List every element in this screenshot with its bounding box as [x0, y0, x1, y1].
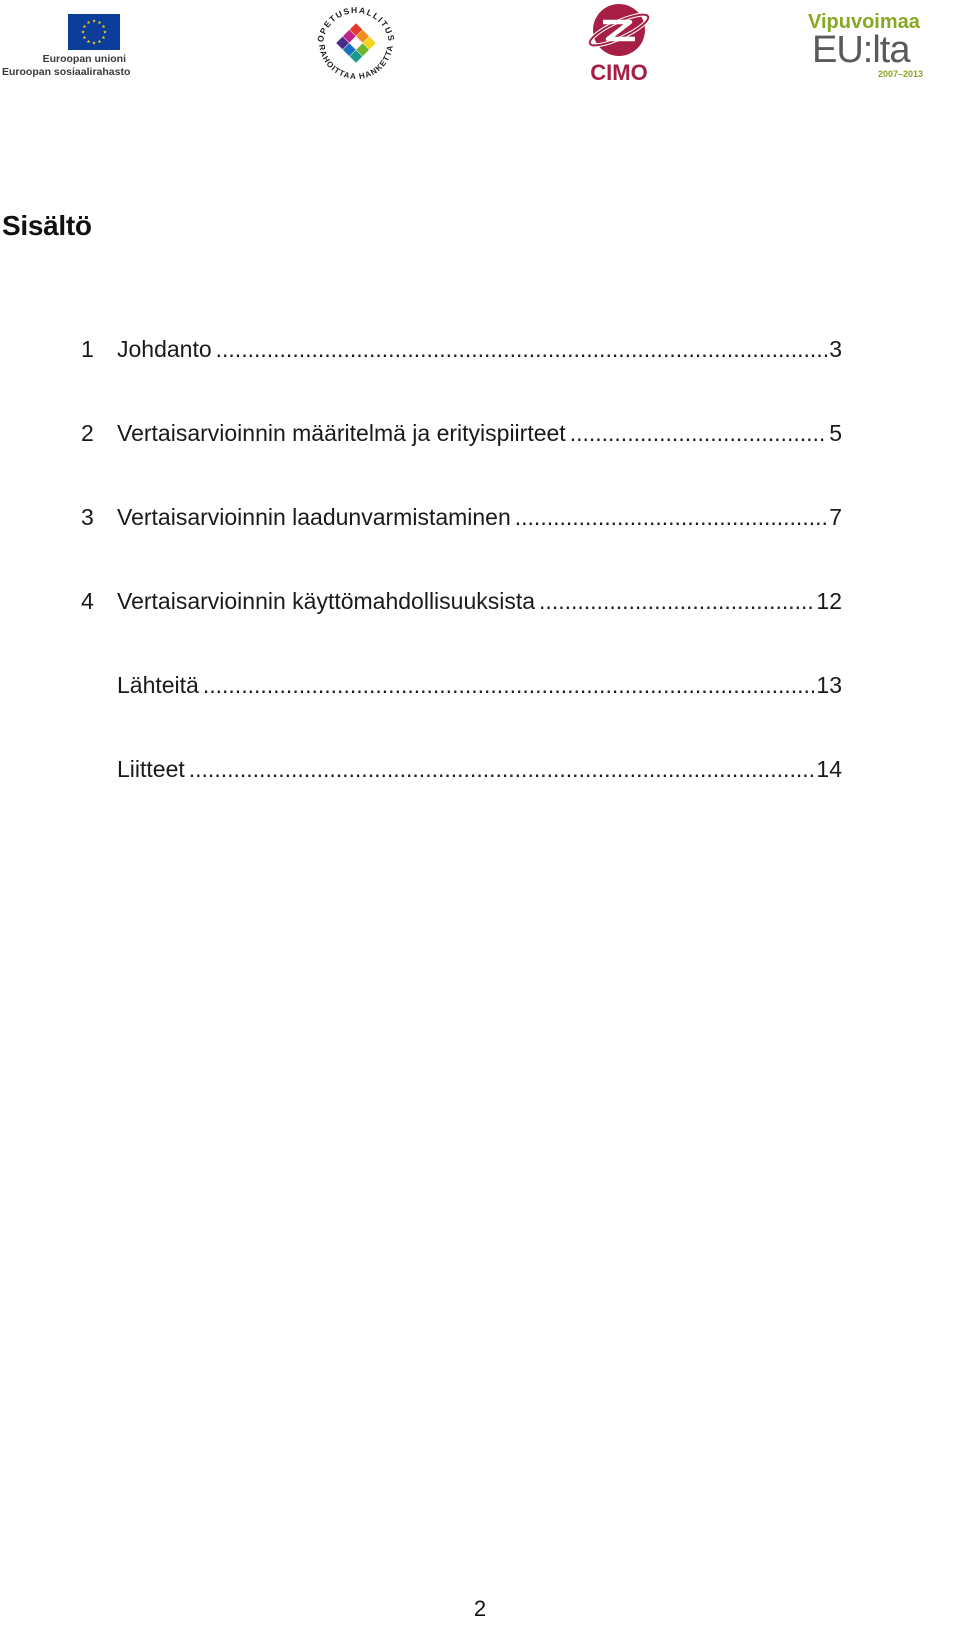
toc-entry-title: Vertaisarvioinnin käyttömahdollisuuksista: [117, 588, 536, 614]
toc-entry-title: Liitteet: [117, 756, 185, 782]
toc-entry-page: 14: [816, 756, 842, 782]
toc-entry-line: [117, 418, 842, 448]
toc-entry: [0, 502, 960, 586]
toc-entry-title: Johdanto: [117, 336, 212, 362]
vipuvoimaa-main: EU:lta: [812, 29, 910, 71]
eu-esf-logo: [2, 14, 131, 84]
table-of-contents: [0, 334, 960, 838]
toc-entry-title: Vertaisarvioinnin määritelmä ja erityispiirteet: [117, 420, 566, 446]
cimo-text: CIMO: [590, 60, 648, 85]
toc-entry: [0, 334, 960, 418]
toc-entry-page: 13: [816, 672, 842, 698]
eu-logo-line1: Euroopan unioni: [42, 53, 126, 65]
toc-leader-dots: [570, 418, 828, 448]
toc-entry-number: 2: [81, 420, 94, 446]
page-number: 2: [473, 1596, 487, 1621]
toc-leader-dots: [203, 670, 815, 700]
vipuvoimaa-years: 2007–2013: [878, 69, 924, 79]
toc-entry-page: 12: [816, 588, 842, 614]
opetushallitus-logo: [311, 0, 401, 88]
toc-entry: [0, 670, 960, 754]
toc-leader-dots: [189, 754, 815, 784]
vipuvoimaa-wordmark-icon: [806, 8, 960, 84]
toc-leader-dots: [539, 586, 814, 616]
toc-entry-page: 5: [829, 420, 842, 446]
toc-entry-number: 3: [81, 504, 94, 530]
toc-entry-line: [117, 502, 842, 532]
toc-leader-dots: [515, 502, 827, 532]
toc-entry-number: 1: [81, 336, 94, 362]
toc-entry-title: Vertaisarvioinnin laadunvarmistaminen: [117, 504, 511, 530]
eu-flag-icon: [68, 14, 120, 50]
vipuvoimaa-title: Vipuvoimaa: [808, 11, 920, 33]
toc-entry-page: 7: [829, 504, 842, 530]
toc-entry-line: [117, 754, 842, 784]
oph-diamond-icon: [336, 23, 376, 63]
cimo-logo: [584, 2, 654, 86]
eu-logo-line2: Euroopan sosiaalirahasto: [2, 66, 131, 78]
toc-entry-line: [117, 670, 842, 700]
toc-entry: [0, 586, 960, 670]
toc-entry: [0, 754, 960, 838]
cimo-emblem-icon: [584, 2, 654, 86]
page-title: Sisältö: [2, 210, 92, 241]
vipuvoimaa-logo: [806, 8, 960, 84]
logo-strip: [0, 0, 960, 90]
eu-logo-text: [2, 53, 131, 79]
toc-leader-dots: [216, 334, 828, 364]
opetushallitus-seal-icon: [311, 0, 401, 88]
toc-entry: [0, 418, 960, 502]
toc-entry-title: Lähteitä: [117, 672, 199, 698]
oph-top-text: OPETUSHALLITUS: [315, 4, 397, 44]
toc-entry-page: 3: [829, 336, 842, 362]
oph-bottom-text: RAHOITTAA HANKETTA: [317, 43, 395, 82]
toc-entry-number: 4: [81, 588, 94, 614]
toc-entry-line: [117, 586, 842, 616]
toc-entry-line: [117, 334, 842, 364]
